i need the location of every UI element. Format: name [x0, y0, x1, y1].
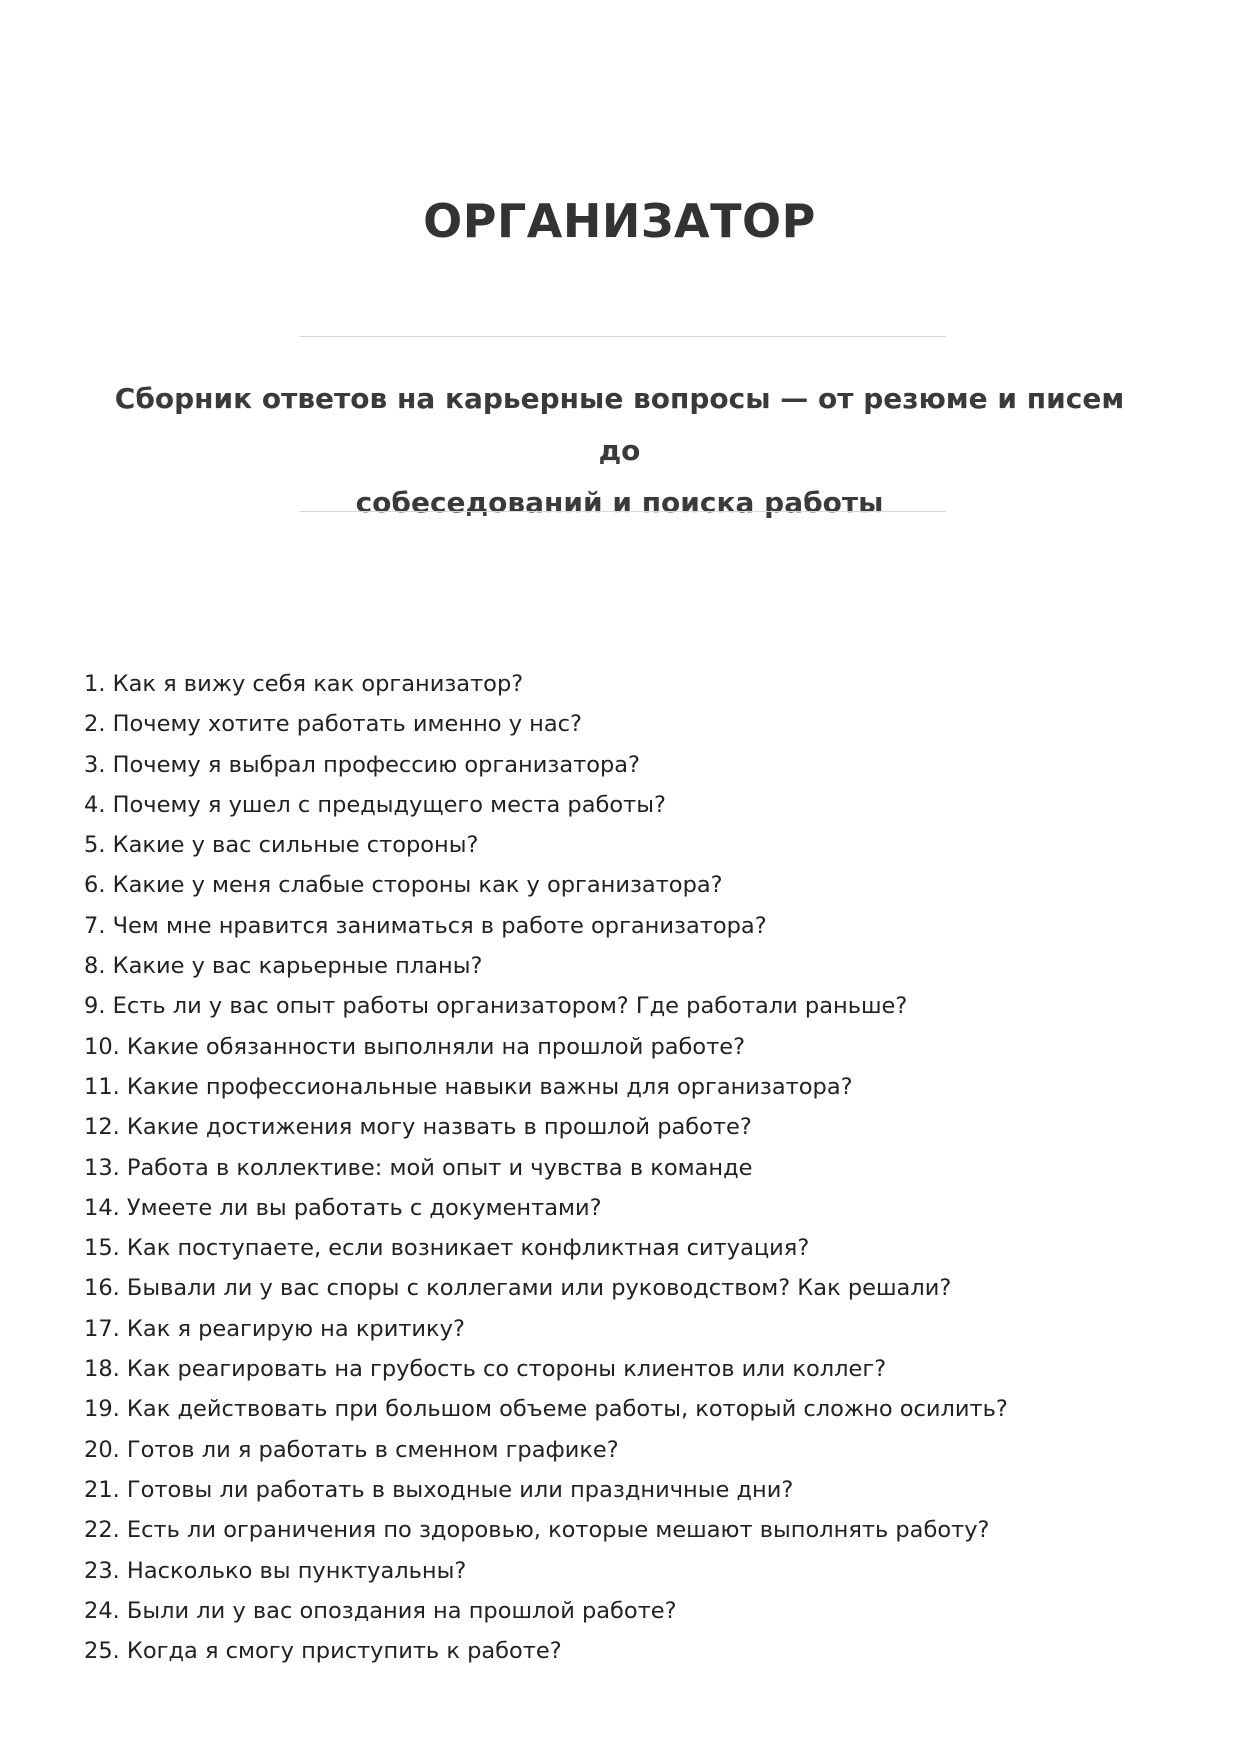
- question-item: 3. Почему я выбрал профессию организатора?: [84, 751, 640, 778]
- question-item: 15. Как поступаете, если возникает конфликтная ситуация?: [84, 1235, 810, 1262]
- subtitle-line-1: Сборник ответов на карьерные вопросы — от резюме и писем до: [114, 382, 1125, 467]
- page-subtitle: [100, 373, 1139, 529]
- question-item: 2. Почему хотите работать именно у нас?: [84, 711, 582, 738]
- question-item: 7. Чем мне нравится заниматься в работе организатора?: [84, 912, 767, 939]
- page-title: ОРГАНИЗАТОР: [423, 194, 816, 248]
- question-item: 10. Какие обязанности выполняли на прошлой работе?: [84, 1033, 746, 1060]
- question-item: 6. Какие у меня слабые стороны как у организатора?: [84, 872, 723, 899]
- question-item: 14. Умеете ли вы работать с документами?: [84, 1194, 602, 1221]
- question-item: 25. Когда я смогу приступить к работе?: [84, 1638, 562, 1665]
- subtitle-line-2: собеседований и поиска работы: [355, 486, 884, 519]
- question-list: [84, 664, 1164, 1671]
- question-item: 21. Готовы ли работать в выходные или праздничные дни?: [84, 1476, 794, 1503]
- question-item: 20. Готов ли я работать в сменном графике?: [84, 1436, 619, 1463]
- question-item: 13. Работа в коллективе: мой опыт и чувства в команде: [84, 1154, 753, 1181]
- question-item: 19. Как действовать при большом объеме работы, который сложно осилить?: [84, 1396, 1008, 1423]
- question-item: 18. Как реагировать на грубость со стороны клиентов или коллег?: [84, 1356, 887, 1383]
- question-item: 24. Были ли у вас опоздания на прошлой работе?: [84, 1597, 677, 1624]
- question-item: 4. Почему я ушел с предыдущего места работы?: [84, 791, 666, 818]
- question-item: 23. Насколько вы пунктуальны?: [84, 1557, 467, 1584]
- top-divider: [299, 336, 946, 337]
- question-item: 5. Какие у вас сильные стороны?: [84, 832, 479, 859]
- bottom-divider: [299, 511, 946, 512]
- question-item: 16. Бывали ли у вас споры с коллегами или руководством? Как решали?: [84, 1275, 952, 1302]
- question-item: 1. Как я вижу себя как организатор?: [84, 671, 524, 697]
- question-item: 17. Как я реагирую на критику?: [84, 1315, 465, 1342]
- question-item: 11. Какие профессиональные навыки важны для организатора?: [84, 1073, 853, 1100]
- question-item: 8. Какие у вас карьерные планы?: [84, 953, 483, 980]
- question-item: 12. Какие достижения могу назвать в прошлой работе?: [84, 1114, 752, 1141]
- question-item: 22. Есть ли ограничения по здоровью, которые мешают выполнять работу?: [84, 1517, 990, 1544]
- question-item: 9. Есть ли у вас опыт работы организатором? Где работали раньше?: [84, 993, 908, 1020]
